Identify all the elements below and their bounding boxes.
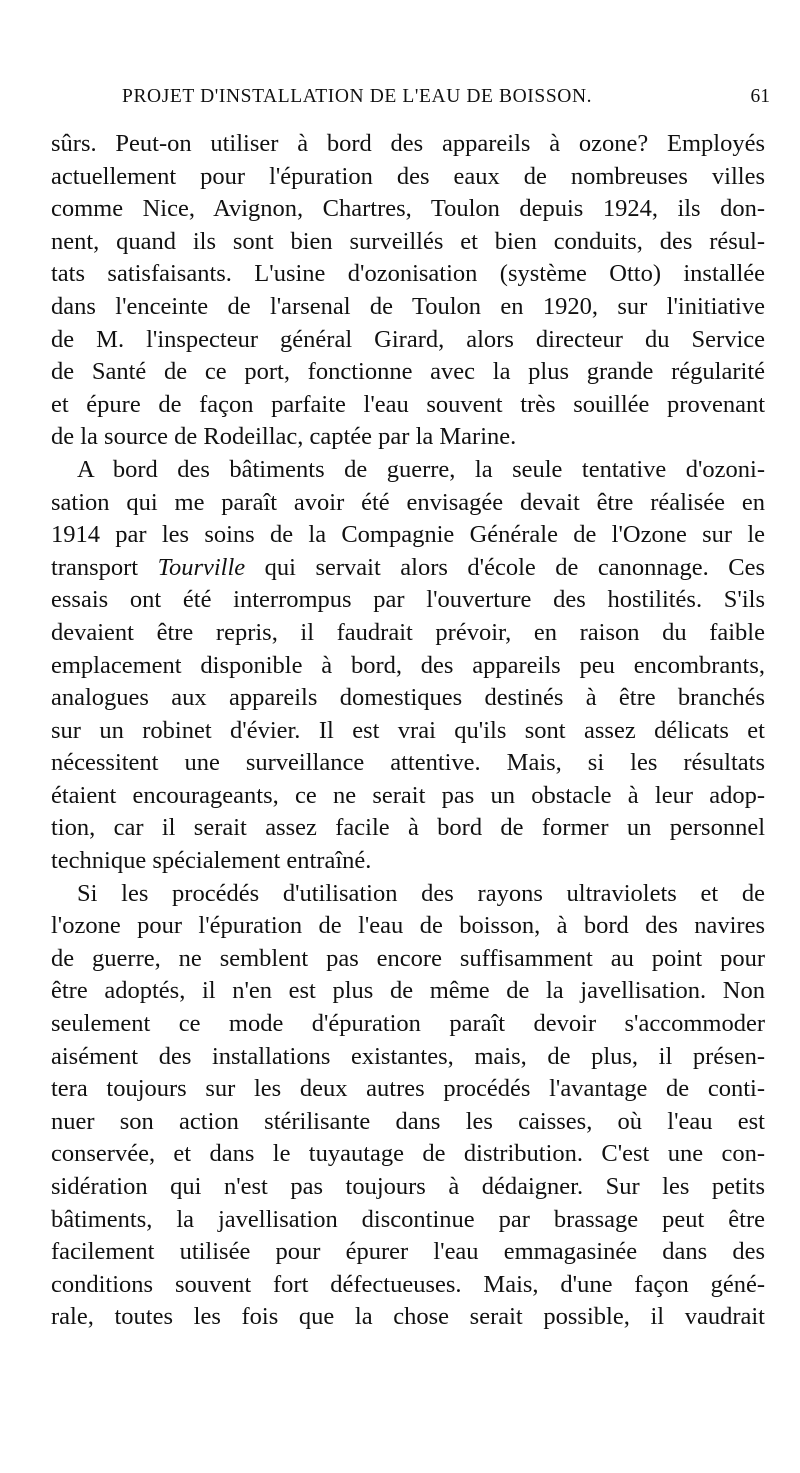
text-line: devaient être repris, il faudrait prévoir, en raison du faible (51, 618, 765, 646)
text-line: conditions souvent fort défectueuses. Mais, d'une façon géné- (51, 1270, 765, 1298)
text-segment: qui servait alors d'école de canonnage. Ces (245, 553, 765, 581)
text-line: comme Nice, Avignon, Chartres, Toulon depuis 1924, ils don- (51, 195, 765, 223)
text-line: sidération qui n'est pas toujours à dédaigner. Sur les petits (51, 1173, 765, 1200)
text-line: facilement utilisée pour épurer l'eau emmagasinée dans des (51, 1238, 765, 1266)
running-title: PROJET D'INSTALLATION DE L'EAU DE BOISSON. (122, 86, 593, 107)
ship-name: Tourville (157, 553, 246, 581)
text-line: actuellement pour l'épuration des eaux de nombreuses villes (51, 162, 765, 190)
text-line: être adoptés, il n'en est plus de même de la javellisation. Non (51, 977, 765, 1005)
text-line: tion, car il serait assez facile à bord de former un personnel (51, 814, 765, 842)
text-line: dans l'enceinte de l'arsenal de Toulon en 1920, sur l'initiative (51, 292, 765, 320)
text-line: de Santé de ce port, fonctionne avec la plus grande régularité (51, 358, 765, 386)
text-line: bâtiments, la javellisation discontinue par brassage peut être (51, 1205, 765, 1233)
text-line: sation qui me paraît avoir été envisagée devait être réalisée en (51, 488, 765, 516)
text-line: et épure de façon parfaite l'eau souvent très souillée provenant (51, 390, 765, 418)
text-line: tera toujours sur les deux autres procédés l'avantage de conti- (51, 1075, 765, 1103)
page-number: 61 (750, 86, 770, 107)
text-line: tats satisfaisants. L'usine d'ozonisation (système Otto) installée (51, 260, 765, 288)
text-line: de M. l'inspecteur général Girard, alors directeur du Service (51, 325, 765, 353)
text-line: l'ozone pour l'épuration de l'eau de boisson, à bord des navires (51, 912, 765, 940)
text-line: aisément des installations existantes, mais, de plus, il présen- (51, 1042, 765, 1070)
text-line: conservée, et dans le tuyautage de distribution. C'est une con- (51, 1140, 765, 1168)
text-line: rale, toutes les fois que la chose serait possible, il vaudrait (51, 1303, 765, 1331)
text-line: de guerre, ne semblent pas encore suffisamment au point pour (51, 944, 765, 972)
text-line: seulement ce mode d'épuration paraît devoir s'accommoder (51, 1010, 765, 1038)
text-line: nent, quand ils sont bien surveillés et bien conduits, des résul- (51, 227, 765, 255)
text-line: sur un robinet d'évier. Il est vrai qu'ils sont assez délicats et (51, 716, 765, 744)
text-line: analogues aux appareils domestiques destinés à être branchés (51, 684, 765, 712)
text-line: sûrs. Peut-on utiliser à bord des appareils à ozone? Employés (51, 130, 765, 157)
text-line (51, 552, 765, 585)
text-line: 1914 par les soins de la Compagnie Générale de l'Ozone sur le (51, 521, 765, 549)
text-line: technique spécialement entraîné. (51, 847, 372, 875)
text-line: emplacement disponible à bord, des appareils peu encombrants, (51, 651, 765, 679)
text-line: de la source de Rodeillac, captée par la Marine. (51, 423, 517, 451)
text-line: essais ont été interrompus par l'ouverture des hostilités. S'ils (51, 586, 765, 614)
text-segment: transport (51, 553, 158, 581)
body-text (51, 128, 765, 1334)
text-line: A bord des bâtiments de guerre, la seule tentative d'ozoni- (77, 455, 765, 483)
text-line: étaient encourageants, ce ne serait pas un obstacle à leur adop- (51, 781, 765, 809)
text-line: Si les procédés d'utilisation des rayons ultraviolets et de (77, 879, 765, 907)
text-line: nuer son action stérilisante dans les caisses, où l'eau est (51, 1107, 765, 1135)
text-line: nécessitent une surveillance attentive. Mais, si les résultats (51, 749, 765, 777)
running-head (52, 86, 770, 116)
